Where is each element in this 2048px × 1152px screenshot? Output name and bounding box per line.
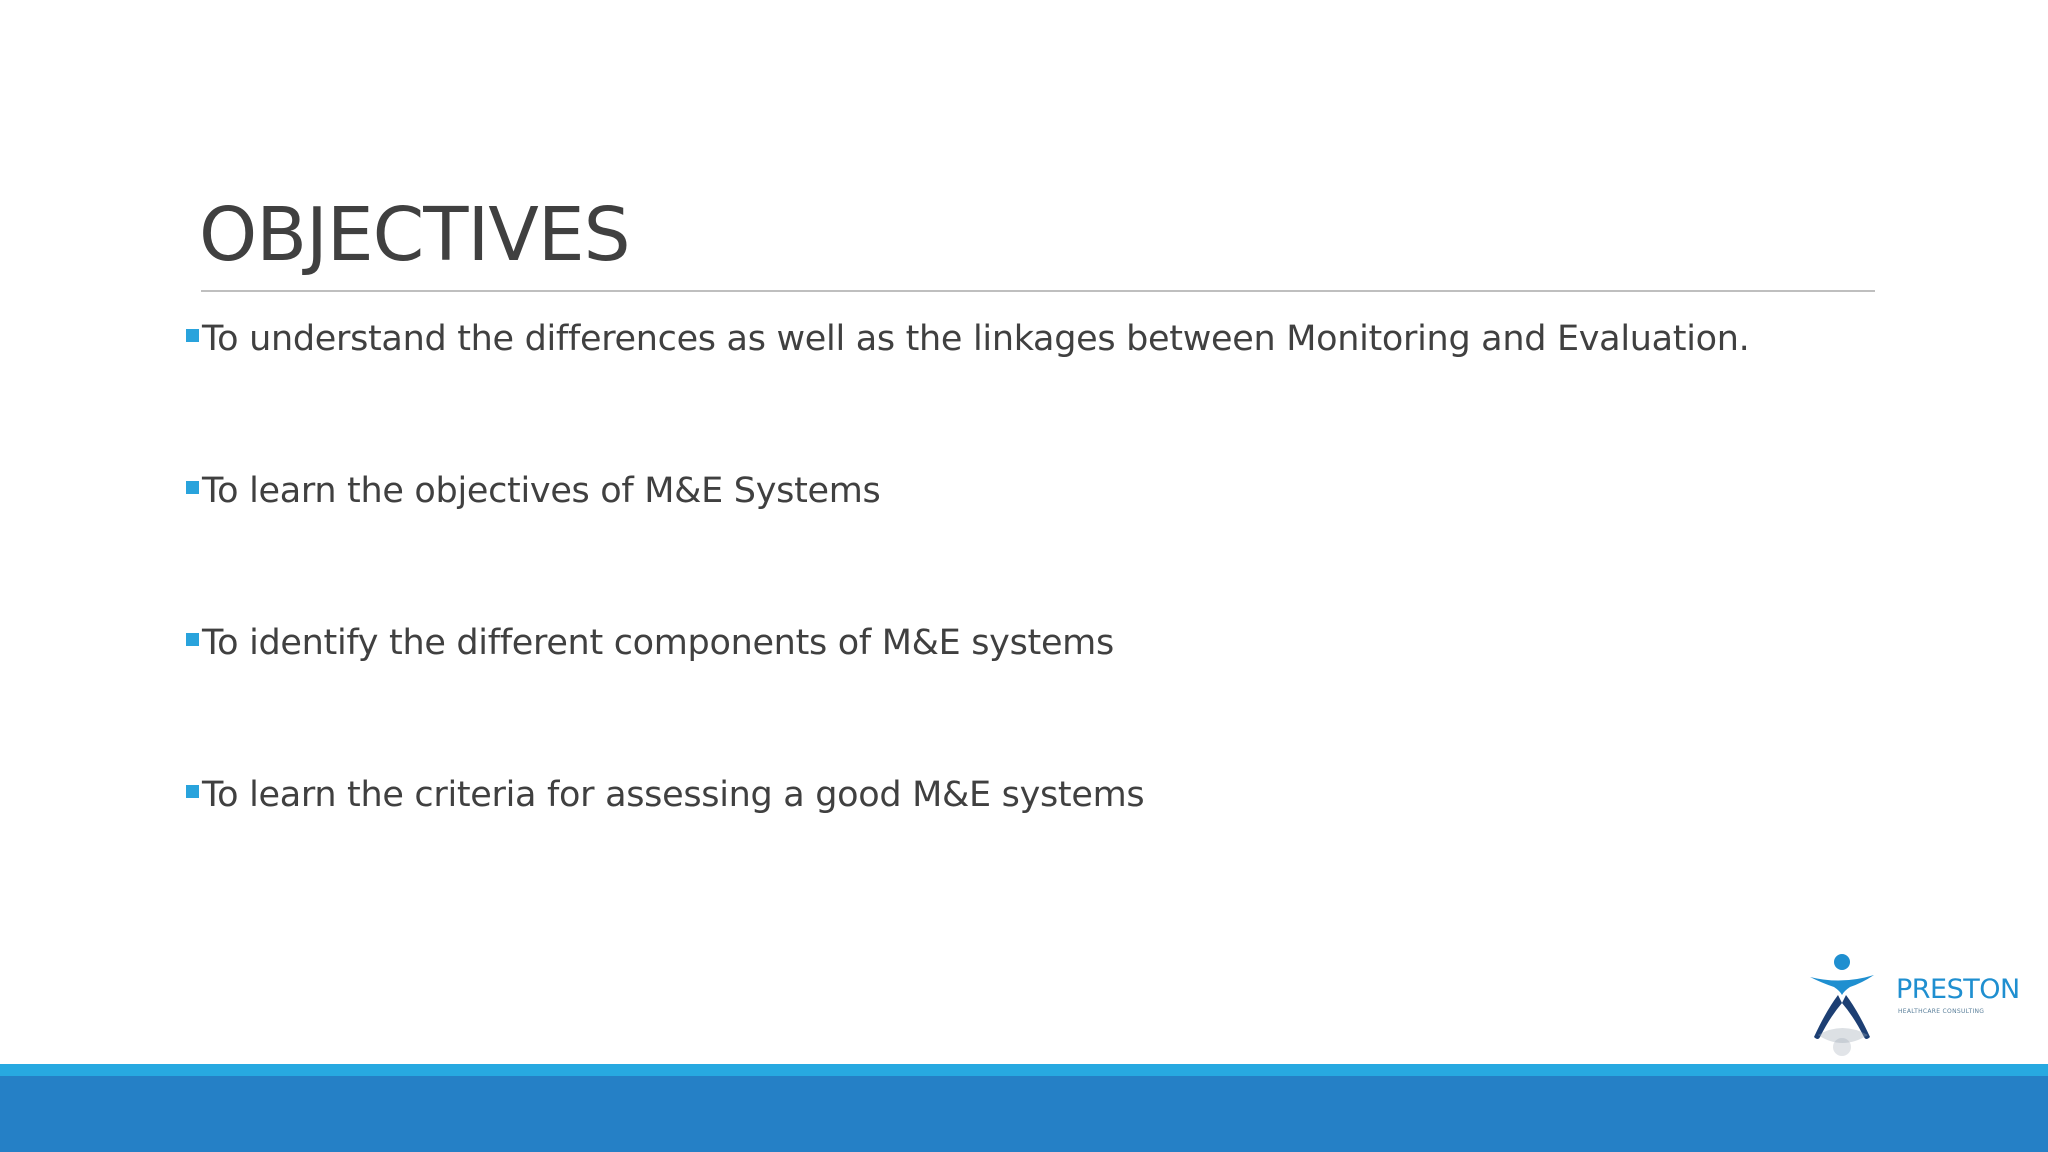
footer-stripe <box>0 1064 2048 1076</box>
bullet-item <box>186 314 1749 364</box>
bullet-text: To understand the differences as well as the linkages between Monitoring and Evaluation. <box>202 319 1750 359</box>
square-bullet-icon <box>186 329 199 342</box>
bullet-item <box>186 618 1114 668</box>
slide-title: OBJECTIVES <box>199 192 630 278</box>
title-underline <box>201 290 1875 292</box>
bullet-text: To learn the criteria for assessing a good M&E systems <box>202 775 1145 815</box>
footer-bar <box>0 1076 2048 1152</box>
bullet-item <box>186 466 880 516</box>
bullet-item <box>186 770 1144 820</box>
person-figure-logo-icon <box>1804 951 1884 1057</box>
bullet-text: To identify the different components of M&E systems <box>202 623 1114 663</box>
square-bullet-icon <box>186 785 199 798</box>
square-bullet-icon <box>186 633 199 646</box>
bullet-text: To learn the objectives of M&E Systems <box>202 471 881 511</box>
square-bullet-icon <box>186 481 199 494</box>
company-logo <box>1790 945 2048 1065</box>
logo-tagline: HEALTHCARE CONSULTING <box>1898 1008 1985 1015</box>
logo-wordmark: PRESTON <box>1896 974 2020 1005</box>
